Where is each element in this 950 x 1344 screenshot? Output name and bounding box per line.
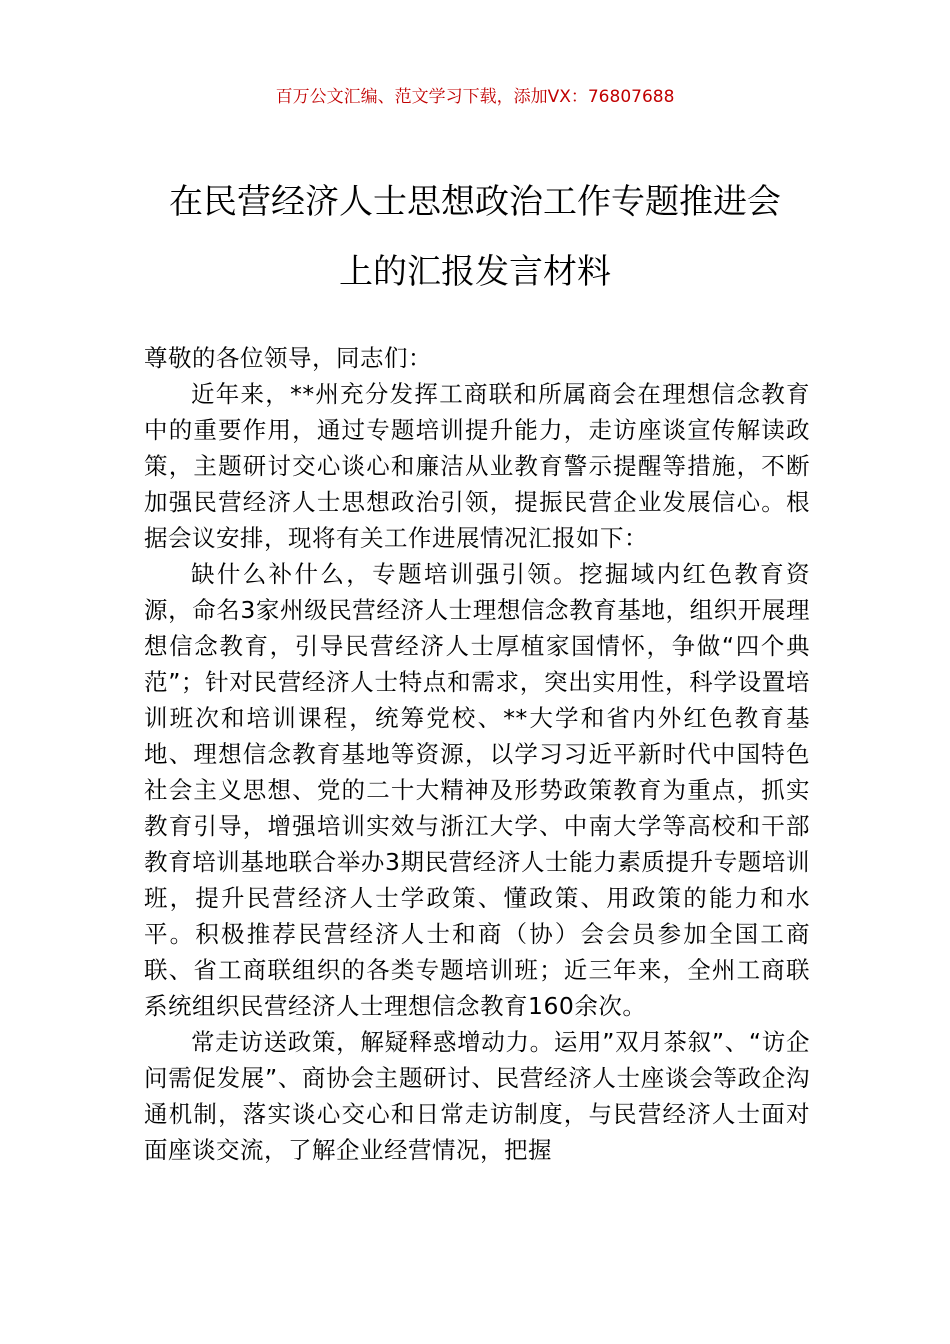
- paragraph-training: 缺什么补什么，专题培训强引领。挖掘域内红色教育资源，命名3家州级民营经济人士理想信念教育基地，组织开展理想信念教育，引导民营经济人士厚植家国情怀，争做“四个典范”；针对民营经济人士特点和需求，突出实用性，科学设置培训班次和培训课程，统筹党校、**大学和省内外红色教育基地、理想信念教育基地等资源，以学习习近平新时代中国特色社会主义思想、党的二十大精神及形势政策教育为重点，抓实教育引导，增强培训实效与浙江大学、中南大学等高校和干部教育培训基地联合举办3期民营经济人士能力素质提升专题培训班，提升民营经济人士学政策、懂政策、用政策的能力和水平。积极推荐民营经济人士和商（协）会会员参加全国工商联、省工商联组织的各类专题培训班；近三年来，全州工商联系统组织民营经济人士理想信念教育160余次。: [144, 560, 810, 1020]
- header-watermark-note: 百万公文汇编、范文学习下载，添加VX：76807688: [275, 87, 675, 107]
- document-body: [144, 340, 810, 1168]
- salutation: 尊敬的各位领导，同志们：: [144, 344, 432, 372]
- paragraph-intro: 近年来，**州充分发挥工商联和所属商会在理想信念教育中的重要作用，通过专题培训提升能力，走访座谈宣传解读政策，主题研讨交心谈心和廉洁从业教育警示提醒等措施，不断加强民营经济人士思想政治引领，提振民营企业发展信心。根据会议安排，现将有关工作进展情况汇报如下：: [144, 380, 810, 552]
- document-title-line-2: 上的汇报发言材料: [339, 252, 611, 292]
- document-title-line-1: 在民营经济人士思想政治工作专题推进会: [169, 182, 781, 222]
- paragraph-visits: 常走访送政策，解疑释惑增动力。运用”双月茶叙”、“访企问需促发展”、商协会主题研讨、民营经济人士座谈会等政企沟通机制，落实谈心交心和日常走访制度，与民营经济人士面对面座谈交流，了解企业经营情况，把握: [144, 1028, 810, 1164]
